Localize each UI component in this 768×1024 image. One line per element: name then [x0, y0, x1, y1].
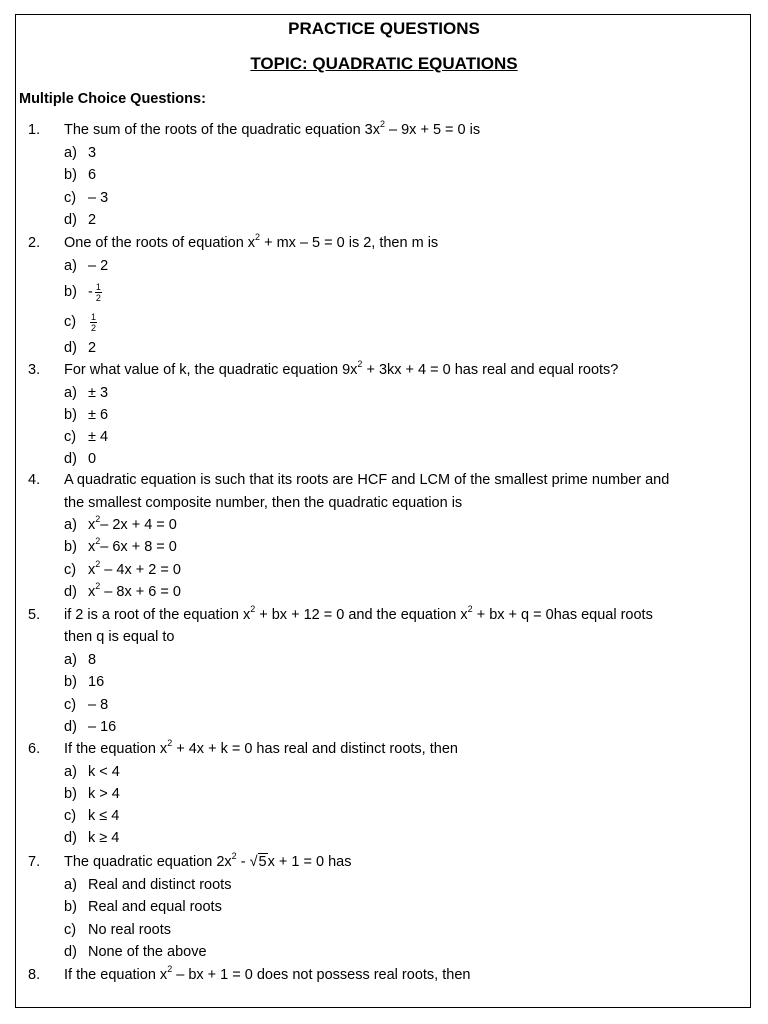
question-text: The sum of the roots of the quadratic equation $3x^2 - 9x + 5 = 0$ is: [64, 119, 481, 138]
question-text: then q is equal to: [64, 629, 175, 645]
square-root: √5: [249, 854, 267, 870]
section-heading: Multiple Choice Questions:: [19, 91, 206, 107]
question-number: 4.: [28, 472, 41, 488]
question-number: 2.: [28, 235, 41, 251]
question-text: if 2 is a root of the equation $x^2$ + bx + 12 = 0 and the equation $x^2$ + bx + q = 0has equal roots: [64, 604, 653, 623]
question-text: the smallest composite number, then the quadratic equation is: [64, 495, 463, 511]
question-number: 6.: [28, 741, 41, 757]
question-number: 1.: [28, 122, 41, 138]
question-text: One of the roots of equation $x^2$ + mx – 5 = 0 is 2, then m is: [64, 232, 439, 251]
question-number: 5.: [28, 607, 41, 623]
fraction: $\frac{1}{2}$: [95, 281, 101, 303]
question-text: If the equation $x^2$ – bx + 1 = 0 does not possess real roots, then: [64, 964, 471, 983]
question-text: A quadratic equation is such that its roots are HCF and LCM of the smallest prime number and: [64, 472, 670, 488]
question-text: For what value of k, the quadratic equation $9x^2 + 3kx + 4 = 0$ has real and equal roots?: [64, 359, 619, 378]
fraction: $\frac{1}{2}$: [91, 311, 97, 333]
question-number: 8.: [28, 967, 41, 983]
question-text: If the equation $x^2 + 4x + k = 0$ has real and distinct roots, then: [64, 738, 458, 757]
question-text: The quadratic equation $2x^2 - √5x + 1 = 0$ has: [64, 851, 351, 873]
question-number: 7.: [28, 854, 41, 870]
page-title: PRACTICE QUESTIONS: [288, 19, 480, 38]
question-number: 3.: [28, 362, 41, 378]
topic-heading: TOPIC: QUADRATIC EQUATIONS: [250, 54, 518, 73]
